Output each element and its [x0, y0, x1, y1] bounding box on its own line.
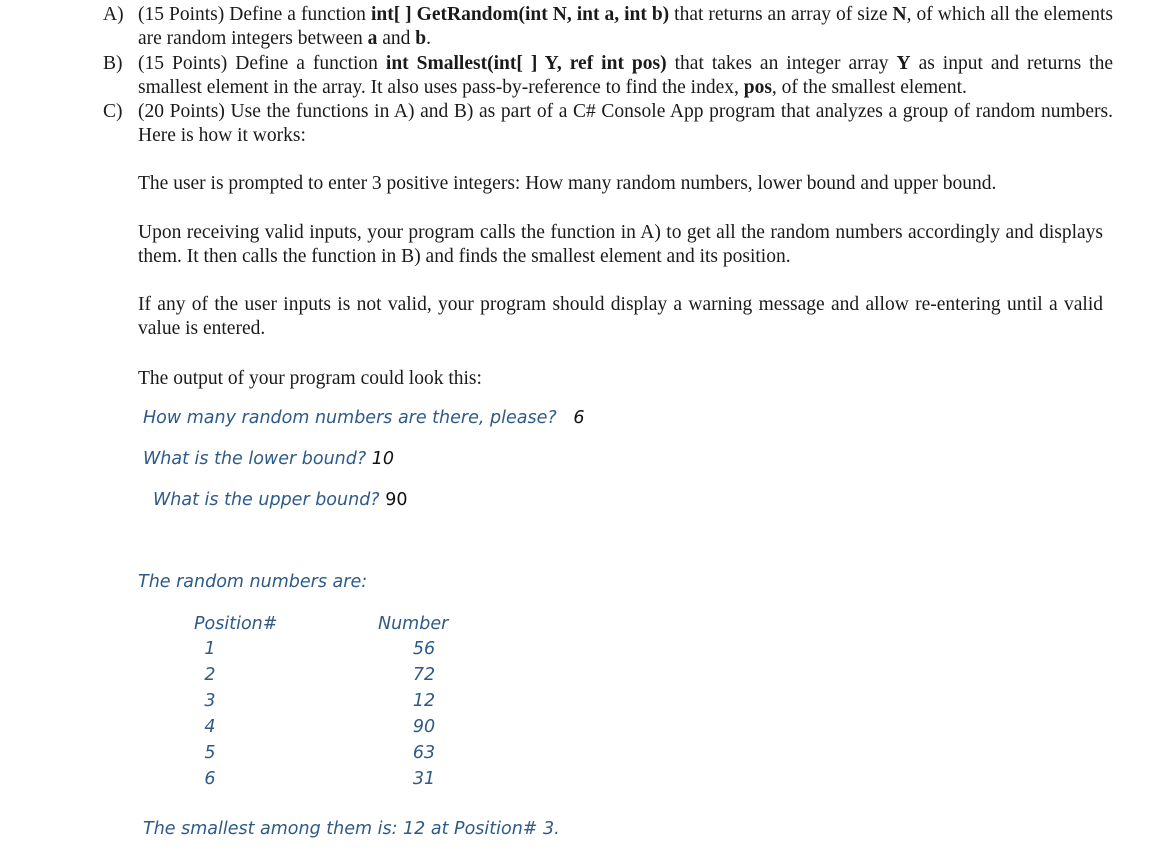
paragraph-valid-inputs: Upon receiving valid inputs, your program calls the function in A) to get all the random numbers accordingly and displays them. It then calls the function in B) and finds the smallest element and its position. — [138, 222, 1103, 267]
console-answer-upper: 90 — [385, 490, 408, 510]
question-text-run: pos — [743, 77, 772, 98]
paragraph-output-intro: The output of your program could look this: — [138, 368, 482, 389]
question-text-run: , of which all the elements are random integers between — [138, 4, 1114, 49]
question-text-run: a — [367, 28, 378, 49]
console-prompt-lower-text: What is the lower bound? — [143, 449, 367, 469]
question-b-text — [138, 52, 1113, 100]
column-header-number: Number — [378, 614, 449, 634]
question-text-run: b — [415, 28, 427, 49]
question-c-text — [138, 100, 1113, 148]
console-result: The smallest among them is: 12 at Position# 3. — [143, 819, 560, 839]
question-text-run: and — [377, 28, 416, 49]
question-text-run: Y — [896, 53, 911, 74]
paragraph-invalid-inputs: If any of the user inputs is not valid, your program should display a warning message and allow re-entering until a valid value is entered. — [138, 294, 1103, 339]
table-row-number: 63 — [412, 743, 436, 763]
question-text-run: int Smallest(int[ ] Y, ref int pos) — [385, 53, 667, 74]
question-text-run: , of the smallest element. — [771, 77, 967, 98]
question-text-run: int[ ] GetRandom(int N, int a, int b) — [370, 4, 670, 25]
console-prompt-upper — [153, 489, 407, 511]
question-a — [103, 3, 1113, 51]
table-row-number: 56 — [412, 639, 436, 659]
table-row-position: 2 — [204, 665, 216, 685]
table-row-position: 5 — [204, 743, 216, 763]
question-text-run: that returns an array of size — [669, 4, 893, 25]
question-c-label: C) — [103, 101, 123, 122]
question-text-run: (15 Points) Define a function — [138, 4, 371, 25]
console-answer-count: 6 — [573, 408, 585, 428]
question-c — [103, 100, 1113, 148]
column-header-position: Position# — [194, 614, 278, 634]
table-row-position: 3 — [204, 691, 216, 711]
console-random-header: The random numbers are: — [138, 572, 368, 592]
question-text-run: (15 Points) Define a function — [138, 53, 386, 74]
question-b-label: B) — [103, 53, 123, 74]
table-row-number: 31 — [412, 769, 436, 789]
console-prompt-count — [143, 407, 584, 429]
question-text-run: that takes an integer array — [666, 53, 897, 74]
question-text-run: N — [892, 4, 907, 25]
console-prompt-lower — [143, 448, 394, 470]
table-row-number: 72 — [412, 665, 436, 685]
table-row-position: 6 — [204, 769, 216, 789]
paragraph-user-prompt: The user is prompted to enter 3 positive integers: How many random numbers, lower bound and upper bound. — [138, 173, 997, 194]
question-b — [103, 52, 1113, 100]
question-a-text — [138, 3, 1113, 51]
table-row-number: 90 — [412, 717, 436, 737]
question-text-run: as input and returns the smallest element in the array. It also uses pass-by-reference to find the index, — [138, 53, 1113, 98]
console-prompt-upper-text: What is the upper bound? — [153, 490, 380, 510]
question-text-run: (20 Points) Use the functions in A) and B) as part of a C# Console App program that analyzes a group of random numbers. Here is how it works: — [138, 101, 1113, 146]
console-answer-lower: 10 — [371, 449, 395, 469]
table-row-position: 4 — [204, 717, 216, 737]
console-prompt-count-text: How many random numbers are there, please? — [143, 408, 557, 428]
table-row-position: 1 — [204, 639, 216, 659]
question-text-run: . — [426, 28, 431, 49]
table-row-number: 12 — [412, 691, 436, 711]
question-a-label: A) — [103, 4, 124, 25]
